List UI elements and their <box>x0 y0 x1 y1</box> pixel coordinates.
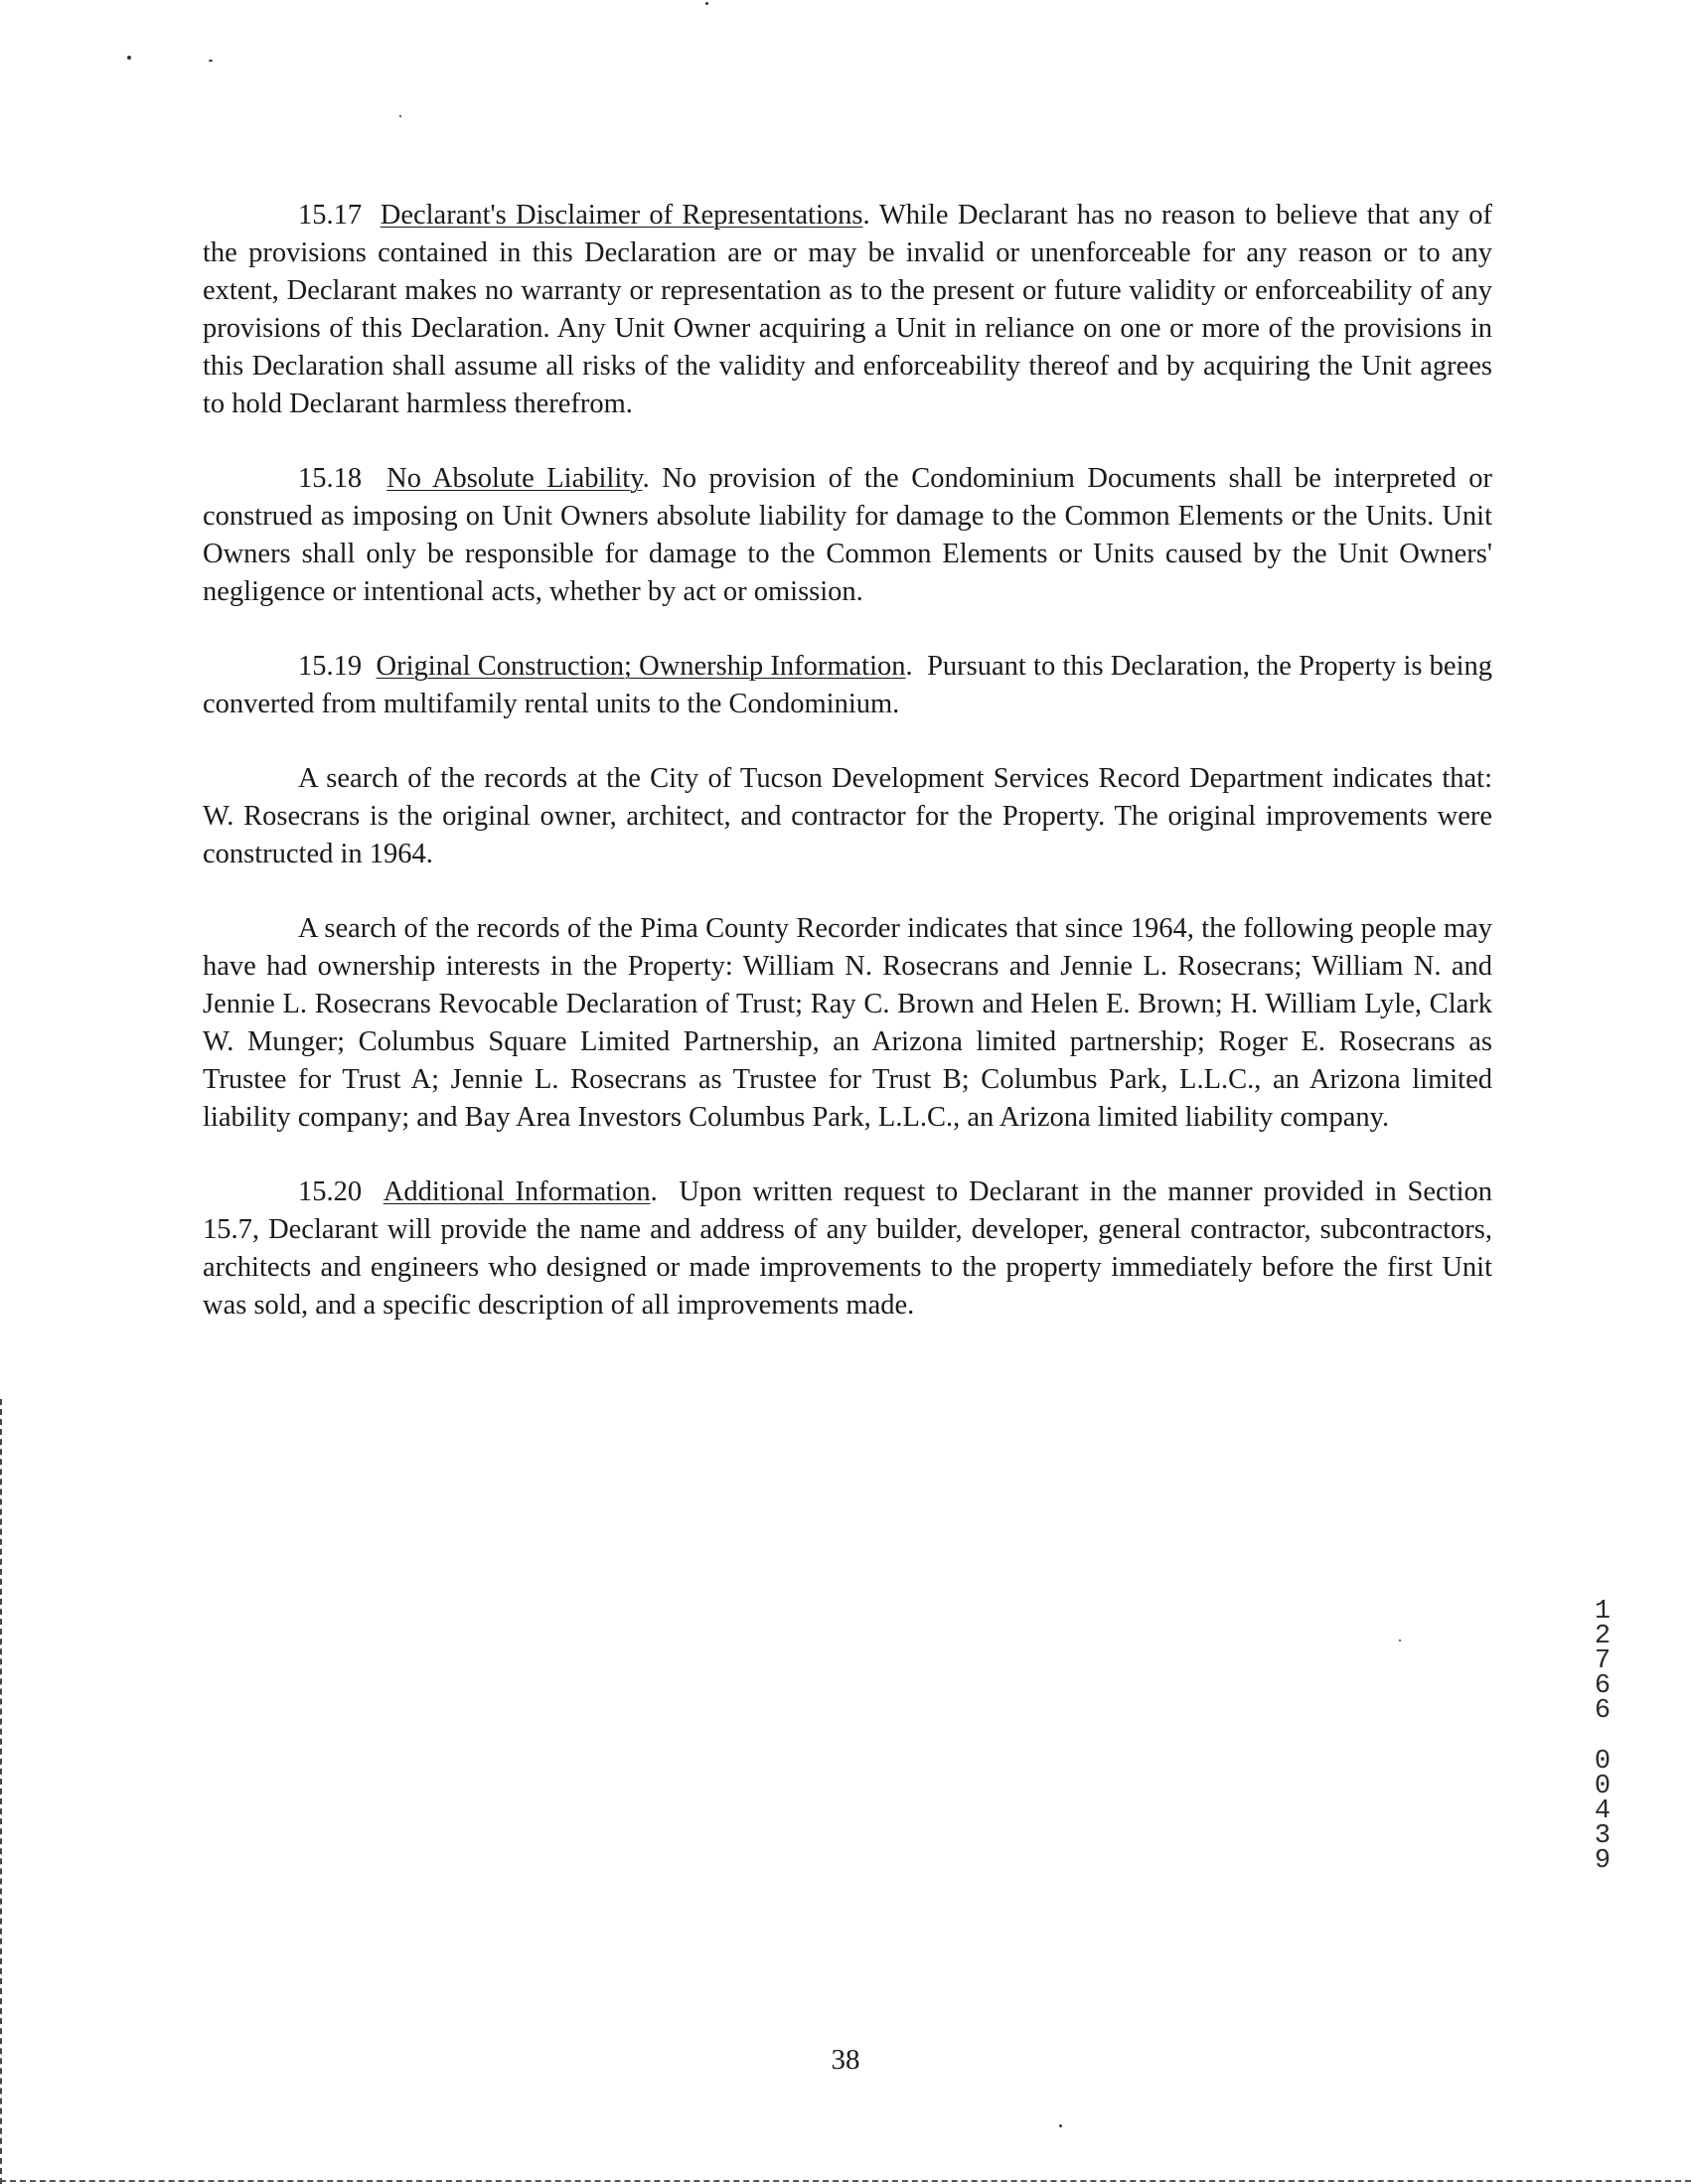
recording-number <box>1589 1597 1616 1876</box>
scan-speck <box>705 2 708 5</box>
recording-book <box>1589 1597 1616 1726</box>
section-number: 15.20 <box>298 1176 363 1207</box>
paragraph-15-18: 15.18 No Absolute Liability. No provision of the Condominium Documents shall be interpreted or construed as imposing on Unit Owners absolute liability for damage to the Common Elements or the Units. Unit Owners shall only be responsible for damage to the Common Elements or Units caused by the Unit Owners' negligence or intentional acts, whether by act or omission. <box>203 463 1493 607</box>
section-text: No provision of the Condominium Documents shall be interpreted or construed as imposing on Unit Owners absolute liability for damage to the Common Elements or the Units. Unit Owners shall only be responsible for damage to the Common Elements or Units caused by the Unit Owners' negligence or intentional acts, whether by act or omission. <box>203 463 1493 607</box>
section-number: 15.18 <box>298 463 363 494</box>
paragraph-15-17: 15.17 Declarant's Disclaimer of Representations. While Declarant has no reason to believe that any of the provisions contained in this Declaration are or may be invalid or unenforceable for any reason or to any extent, Declarant makes no warranty or representation as to the present or future validity or enforceability of any provisions of this Declaration. Any Unit Owner acquiring a Unit in reliance on one or more of the provisions in this Declaration shall assume all risks of the validity and enforceability thereof and by acquiring the Unit agrees to hold Declarant harmless therefrom. <box>203 200 1493 419</box>
section-text: Pursuant to this Declaration, the Property is being converted from multifamily rental units to the Condominium. <box>203 651 1492 719</box>
paragraph-text: A search of the records of the Pima County Recorder indicates that since 1964, the following people may have had ownership interests in the Property: William N. Rosecrans and Jennie L. Rosecrans; William N. and Jennie L. Rosecrans Revocable Declaration of Trust; Ray C. Brown and Helen E. Brown; H. William Lyle, Clark W. Munger; Columbus Square Limited Partnership, an Arizona limited partnership; Roger E. Rosecrans as Trustee for Trust A; Jennie L. Rosecrans as Trustee for Trust B; Columbus Park, L.L.C., an Arizona limited liability company; and Bay Area Investors Columbus Park, L.L.C., an Arizona limited liability company. <box>203 913 1492 1133</box>
recording-digit: 2 <box>1594 1622 1612 1651</box>
section-text: While Declarant has no reason to believe that any of the provisions contained in this Declaration are or may be invalid or unenforceable for any reason or to any extent, Declarant makes no warranty or representation as to the present or future validity or enforceability of any provisions of this Declaration. Any Unit Owner acquiring a Unit in reliance on one or more of the provisions in this Declaration shall assume all risks of the validity and enforceability thereof and by acquiring the Unit agrees to hold Declarant harmless therefrom. <box>203 200 1493 419</box>
paragraph-text: A search of the records at the City of Tucson Development Services Record Department indicates that: W. Rosecrans is the original owner, architect, and contractor for the Property. The original improvements were constructed in 1964. <box>203 763 1492 869</box>
section-text: Upon written request to Declarant in the manner provided in Section 15.7, Declarant will provide the name and address of any builder, developer, general contractor, subcontractors, architects and engineers who designed or made improvements to the property immediately before the first Unit was sold, and a specific description of all improvements made. <box>203 1176 1493 1321</box>
page-number: 38 <box>831 2044 860 2076</box>
recording-digit: 3 <box>1594 1821 1612 1851</box>
recording-digit: 7 <box>1594 1646 1612 1676</box>
scan-speck <box>399 115 401 117</box>
paragraph-county-records <box>203 910 1492 1137</box>
section-heading: Declarant's Disclaimer of Representations <box>380 200 863 231</box>
scan-edge-bottom <box>0 2180 1691 2182</box>
recording-digit: 0 <box>1594 1772 1612 1801</box>
section-heading: Additional Information <box>383 1176 651 1207</box>
scan-speck <box>127 56 131 60</box>
scan-speck <box>1399 1639 1401 1641</box>
paragraph-15-19: 15.19 Original Construction; Ownership Information. Pursuant to this Declaration, the Property is being converted from multifamily rental units to the Condominium. <box>203 651 1492 719</box>
section-number: 15.17 <box>298 200 363 231</box>
paragraph-city-records <box>203 760 1492 873</box>
recording-page <box>1589 1747 1616 1876</box>
recording-digit: 9 <box>1594 1846 1612 1876</box>
recording-digit: 6 <box>1594 1671 1612 1701</box>
section-number: 15.19 <box>298 651 363 682</box>
scan-edge-left <box>0 1399 5 2184</box>
recording-digit: 0 <box>1594 1747 1612 1777</box>
recording-digit: 6 <box>1594 1696 1612 1726</box>
scan-speck <box>209 60 213 62</box>
scan-speck <box>1059 2124 1062 2127</box>
document-body <box>203 197 1492 1361</box>
paragraph-15-20: 15.20 Additional Information. Upon written request to Declarant in the manner provided in Section 15.7, Declarant will provide the name and address of any builder, developer, general contractor, subcontractors, architects and engineers who designed or made improvements to the property immediately before the first Unit was sold, and a specific description of all improvements made. <box>203 1176 1493 1321</box>
section-heading: Original Construction; Ownership Information <box>376 651 906 682</box>
recording-digit: 4 <box>1594 1796 1612 1826</box>
section-heading: No Absolute Liability <box>386 463 643 494</box>
recording-digit: 1 <box>1594 1597 1612 1627</box>
